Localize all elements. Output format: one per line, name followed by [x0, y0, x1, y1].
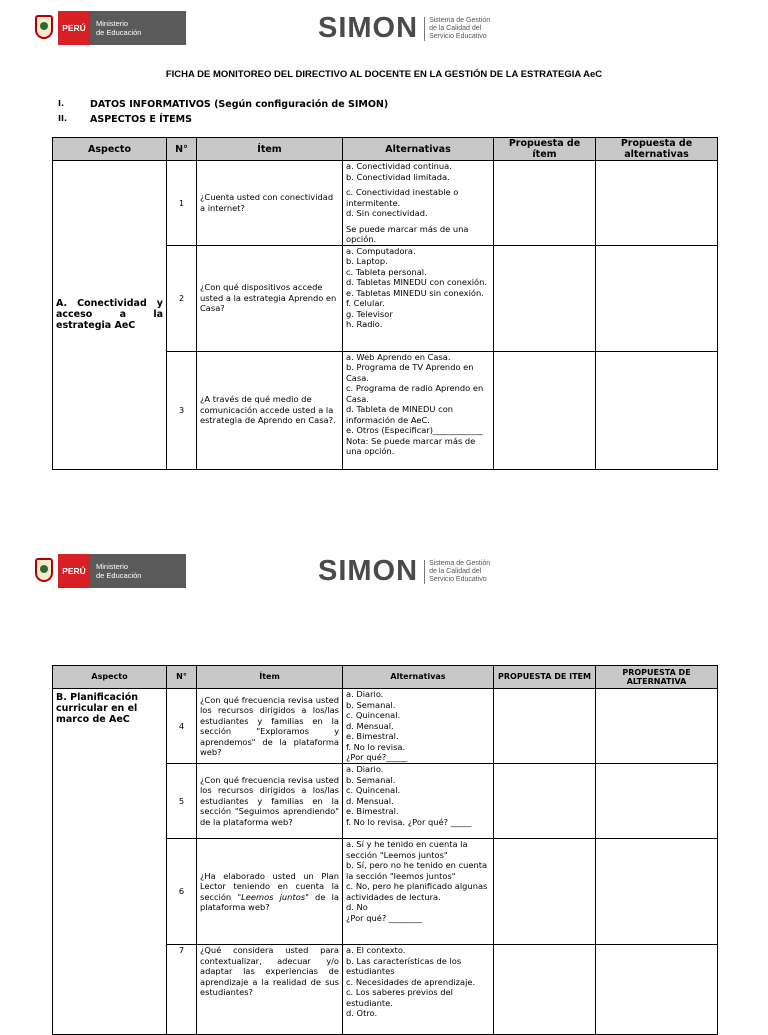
logo-divider	[424, 17, 425, 41]
minedu-logo	[30, 11, 186, 45]
proposal-alternatives-cell	[596, 689, 718, 764]
proposal-item-cell	[494, 245, 596, 351]
peru-crest-icon	[30, 11, 58, 45]
header-propuesta-item: Propuesta de ítem	[494, 138, 596, 161]
alternatives-cell: a. Computadora. b. Laptop. c. Tableta personal. d. Tabletas MINEDU con conexión. e. Tabletas MINEDU sin conexión. f. Celular. g. Televisor h. Radio.	[343, 245, 494, 351]
header-item: Ítem	[197, 138, 343, 161]
item-number: 3	[167, 351, 197, 469]
item-number: 5	[167, 764, 197, 839]
proposal-item-cell	[494, 764, 596, 839]
alternatives-cell: a. Conectividad continua. b. Conectividad limitada. c. Conectividad inestable o intermitente. d. Sin conectividad. Se puede marcar más de una opción.	[343, 161, 494, 246]
item-number: 7	[167, 945, 197, 1035]
section-heading-1: I. DATOS INFORMATIVOS (Según configuración de SIMON)	[58, 99, 389, 110]
proposal-alternatives-cell	[596, 764, 718, 839]
aspect-cell: B. Planificación curricular en el marco de AeC	[53, 689, 167, 1035]
ministry-label: Ministerio de Educación	[90, 11, 186, 45]
alternatives-cell: a. Diario. b. Semanal. c. Quincenal. d. Mensual. e. Bimestral. f. No lo revisa. ¿Por qué?_____	[343, 689, 494, 764]
items-table-page-2	[52, 665, 718, 1035]
proposal-alternatives-cell	[596, 351, 718, 469]
header-item: Ítem	[197, 666, 343, 689]
simon-wordmark: SIMON	[318, 12, 419, 44]
peru-label: PERÚ	[58, 11, 90, 45]
item-number: 4	[167, 689, 197, 764]
item-text: ¿Cuenta usted con conectividad a internet?	[197, 161, 343, 246]
proposal-item-cell	[494, 839, 596, 945]
table-row	[53, 161, 718, 246]
item-text: ¿Ha elaborado usted un Plan Lector teniendo en cuenta la sección "Leemos juntos" de la plataforma web?	[197, 839, 343, 945]
peru-label: PERÚ	[58, 554, 90, 588]
section-heading-2: II. ASPECTOS E ÍTEMS	[58, 114, 192, 125]
item-number: 2	[167, 245, 197, 351]
simon-logo	[318, 12, 519, 45]
header-propuesta-item: PROPUESTA DE ITEM	[494, 666, 596, 689]
logo-divider	[424, 560, 425, 584]
alternatives-cell: a. Sí y he tenido en cuenta la sección "Leemos juntos" b. Sí, pero no he tenido en cuenta la sección "leemos juntos" c. No, pero he planificado algunas actividades de lectura. d. No ¿Por qué? ________	[343, 839, 494, 945]
item-number: 6	[167, 839, 197, 945]
header-propuesta-alternativas: Propuesta de alternativas	[596, 138, 718, 161]
header-numero: N°	[167, 666, 197, 689]
proposal-item-cell	[494, 161, 596, 246]
item-text: ¿Qué considera usted para contextualizar, adecuar y/o adaptar las experiencias de aprendizaje a la realidad de sus estudiantes?	[197, 945, 343, 1035]
simon-subtitle: Sistema de Gestión de la Calidad del Servicio Educativo	[429, 16, 491, 40]
proposal-item-cell	[494, 351, 596, 469]
table-header-row	[53, 666, 718, 689]
header-propuesta-alternativa: PROPUESTA DE ALTERNATIVA	[596, 666, 718, 689]
ministry-label: Ministerio de Educación	[90, 554, 186, 588]
table-row	[53, 689, 718, 764]
alternatives-cell: a. El contexto. b. Las características de los estudiantes c. Necesidades de aprendizaje. c. Los saberes previos del estudiante. d. Otro.	[343, 945, 494, 1035]
proposal-alternatives-cell	[596, 945, 718, 1035]
alternatives-cell: a. Diario. b. Semanal. c. Quincenal. d. Mensual. e. Bimestral. f. No lo revisa. ¿Por qué? _____	[343, 764, 494, 839]
proposal-item-cell	[494, 689, 596, 764]
items-table-page-1	[52, 137, 718, 470]
header-aspecto: Aspecto	[53, 138, 167, 161]
simon-subtitle: Sistema de Gestión de la Calidad del Servicio Educativo	[429, 559, 491, 583]
aspect-cell: A. Conectividad y acceso a la estrategia AeC	[53, 161, 167, 470]
proposal-alternatives-cell	[596, 245, 718, 351]
proposal-alternatives-cell	[596, 839, 718, 945]
alternatives-cell: a. Web Aprendo en Casa. b. Programa de TV Aprendo en Casa. c. Programa de radio Aprendo en Casa. d. Tableta de MINEDU con información de AeC. e. Otros (Especificar)____________ Nota: Se puede marcar más de una opción.	[343, 351, 494, 469]
document-title: FICHA DE MONITOREO DEL DIRECTIVO AL DOCENTE EN LA GESTIÓN DE LA ESTRATEGIA AeC	[165, 69, 603, 80]
minedu-logo	[30, 554, 186, 588]
item-number: 1	[167, 161, 197, 246]
simon-logo	[318, 555, 519, 588]
item-text: ¿Con qué frecuencia revisa usted los recursos dirigidos a los/las estudiantes y familias en la sección "Seguimos aprendiendo" de la plataforma web?	[197, 764, 343, 839]
header-alternativas: Alternativas	[343, 666, 494, 689]
header-numero: N°	[167, 138, 197, 161]
item-text: ¿Con qué dispositivos accede usted a la estrategia Aprendo en Casa?	[197, 245, 343, 351]
proposal-alternatives-cell	[596, 161, 718, 246]
header-aspecto: Aspecto	[53, 666, 167, 689]
proposal-item-cell	[494, 945, 596, 1035]
simon-wordmark: SIMON	[318, 555, 419, 587]
peru-crest-icon	[30, 554, 58, 588]
item-text: ¿A través de qué medio de comunicación accede usted a la estrategia de Aprendo en Casa?.	[197, 351, 343, 469]
table-header-row	[53, 138, 718, 161]
item-text: ¿Con qué frecuencia revisa usted los recursos dirigidos a los/las estudiantes y familias en la sección "Exploramos y aprendemos" de la plataforma web?	[197, 689, 343, 764]
header-alternativas: Alternativas	[343, 138, 494, 161]
